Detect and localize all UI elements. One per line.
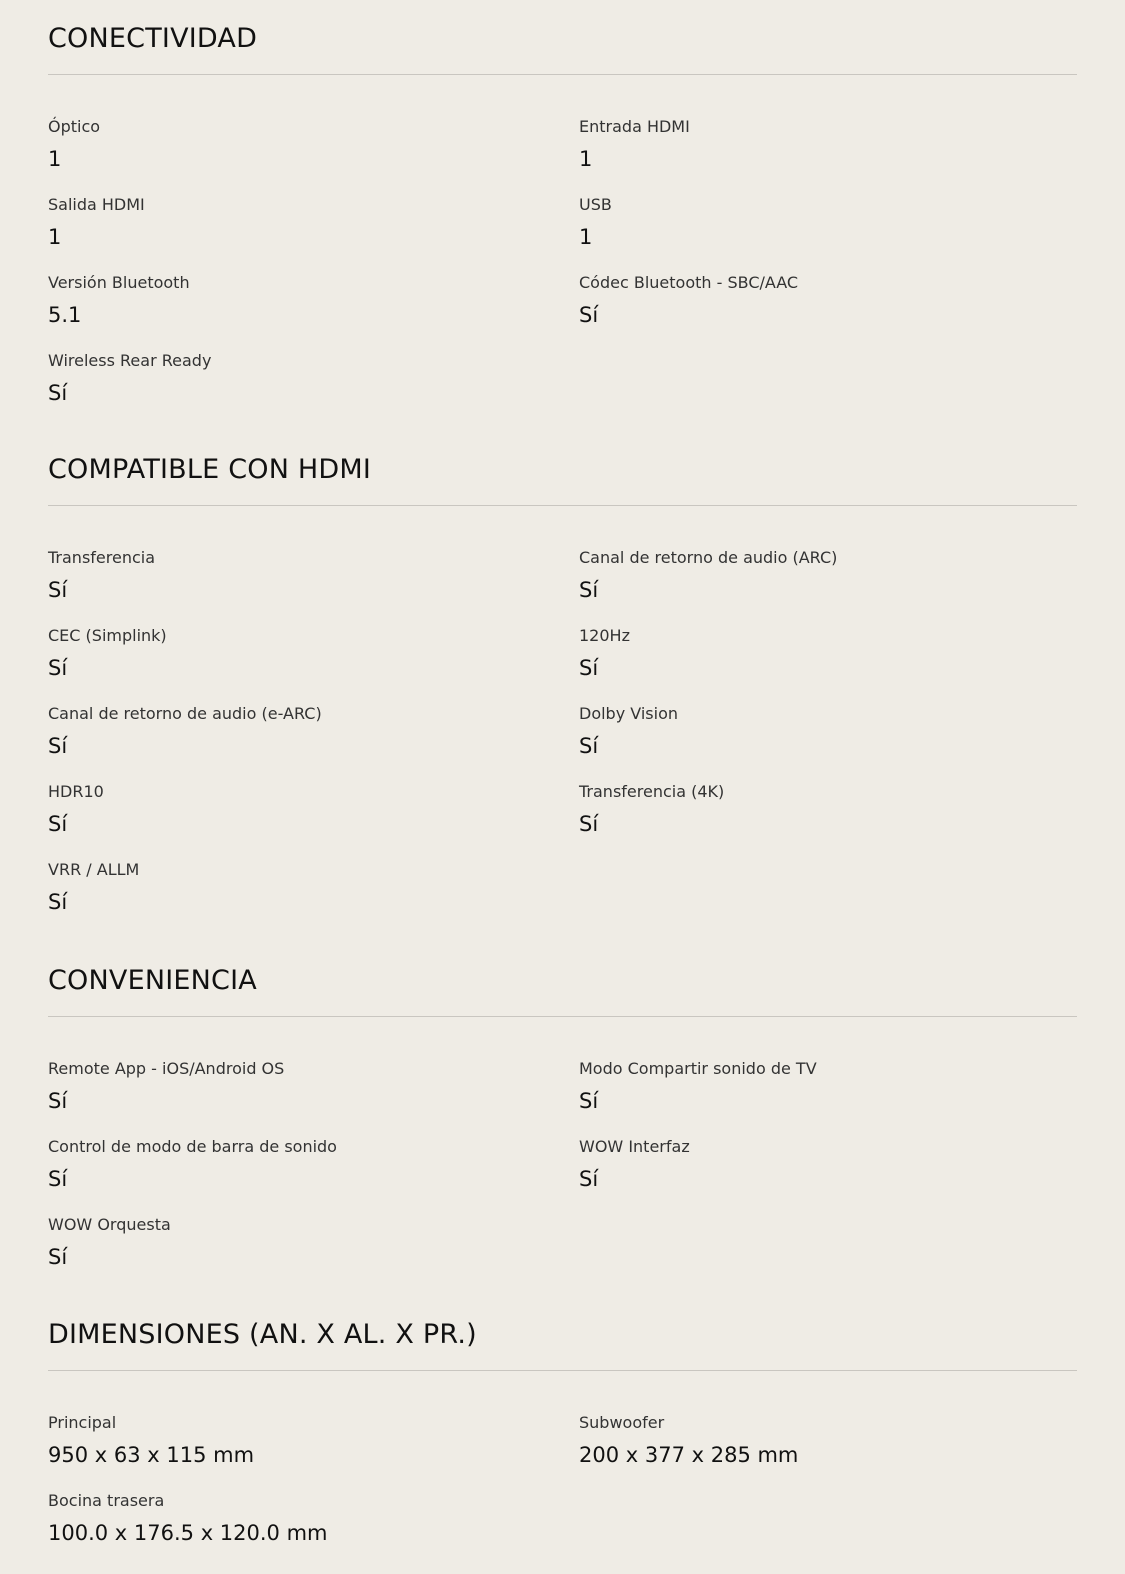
spec-label: 120Hz (579, 626, 630, 645)
spec-label: Bocina trasera (48, 1491, 165, 1510)
spec-label: USB (579, 195, 612, 214)
section-title: CONVENIENCIA (48, 965, 257, 996)
spec-value: Sí (579, 812, 599, 836)
section-dimensions (48, 1317, 1077, 1554)
spec-value: 100.0 x 176.5 x 120.0 mm (48, 1521, 328, 1545)
spec-grid (48, 1412, 1077, 1554)
spec-label: Entrada HDMI (579, 117, 690, 136)
spec-value: 950 x 63 x 115 mm (48, 1443, 255, 1467)
spec-value: Sí (48, 1089, 68, 1113)
spec-value: 5.1 (48, 303, 82, 327)
spec-item (579, 547, 1077, 611)
spec-value: Sí (48, 890, 68, 914)
section-divider (48, 74, 1077, 75)
spec-grid (48, 116, 1077, 414)
spec-grid (48, 547, 1077, 923)
spec-label: Salida HDMI (48, 195, 145, 214)
section-convenience (48, 963, 1077, 1278)
spec-item (48, 1490, 579, 1554)
spec-item (579, 781, 1077, 845)
spec-value: Sí (48, 1167, 68, 1191)
spec-item (48, 194, 579, 258)
spec-grid (48, 1058, 1077, 1278)
spec-label: CEC (Simplink) (48, 626, 167, 645)
spec-item (579, 1136, 1077, 1200)
spec-value: Sí (48, 812, 68, 836)
spec-value: Sí (579, 1167, 599, 1191)
spec-label: Canal de retorno de audio (e-ARC) (48, 704, 322, 723)
spec-label: Códec Bluetooth - SBC/AAC (579, 273, 799, 292)
section-title: COMPATIBLE CON HDMI (48, 454, 372, 485)
spec-item (579, 1412, 1077, 1476)
spec-item (579, 272, 1077, 336)
spec-value: Sí (579, 734, 599, 758)
spec-item (48, 781, 579, 845)
spec-item (48, 547, 579, 611)
spec-value: Sí (48, 1245, 68, 1269)
spec-label: Óptico (48, 117, 101, 136)
spec-item (48, 116, 579, 180)
spec-item (48, 1412, 579, 1476)
spec-item (579, 194, 1077, 258)
spec-value: Sí (48, 734, 68, 758)
spec-item (48, 625, 579, 689)
spec-label: Subwoofer (579, 1413, 665, 1432)
spec-value: Sí (579, 303, 599, 327)
spec-item (579, 1058, 1077, 1122)
spec-item (48, 350, 579, 414)
spec-value: Sí (579, 578, 599, 602)
spec-value: Sí (48, 381, 68, 405)
section-connectivity (48, 21, 1077, 414)
spec-value: Sí (48, 656, 68, 680)
section-title: DIMENSIONES (AN. X AL. X PR.) (48, 1319, 477, 1350)
spec-label: HDR10 (48, 782, 104, 801)
spec-value: Sí (579, 656, 599, 680)
spec-label: Modo Compartir sonido de TV (579, 1059, 817, 1078)
spec-label: WOW Interfaz (579, 1137, 690, 1156)
spec-item (48, 1214, 579, 1278)
spec-label: Remote App - iOS/Android OS (48, 1059, 285, 1078)
section-hdmi-compatibility (48, 452, 1077, 923)
spec-item (579, 703, 1077, 767)
spec-value: 1 (48, 225, 62, 249)
spec-item (579, 625, 1077, 689)
section-divider (48, 505, 1077, 506)
spec-item (48, 703, 579, 767)
section-divider (48, 1016, 1077, 1017)
spec-label: Canal de retorno de audio (ARC) (579, 548, 838, 567)
spec-label: Wireless Rear Ready (48, 351, 212, 370)
spec-item (48, 272, 579, 336)
spec-item (48, 859, 579, 923)
spec-label: Principal (48, 1413, 117, 1432)
spec-label: Transferencia (4K) (579, 782, 725, 801)
spec-label: Control de modo de barra de sonido (48, 1137, 337, 1156)
spec-value: 1 (579, 225, 593, 249)
spec-item (48, 1058, 579, 1122)
spec-label: Dolby Vision (579, 704, 679, 723)
spec-value: 200 x 377 x 285 mm (579, 1443, 799, 1467)
spec-item (579, 116, 1077, 180)
spec-value: 1 (579, 147, 593, 171)
section-divider (48, 1370, 1077, 1371)
spec-label: WOW Orquesta (48, 1215, 171, 1234)
section-title: CONECTIVIDAD (48, 23, 258, 54)
spec-value: 1 (48, 147, 62, 171)
spec-value: Sí (48, 578, 68, 602)
spec-label: Transferencia (48, 548, 156, 567)
spec-label: Versión Bluetooth (48, 273, 190, 292)
spec-item (48, 1136, 579, 1200)
spec-value: Sí (579, 1089, 599, 1113)
spec-label: VRR / ALLM (48, 860, 140, 879)
